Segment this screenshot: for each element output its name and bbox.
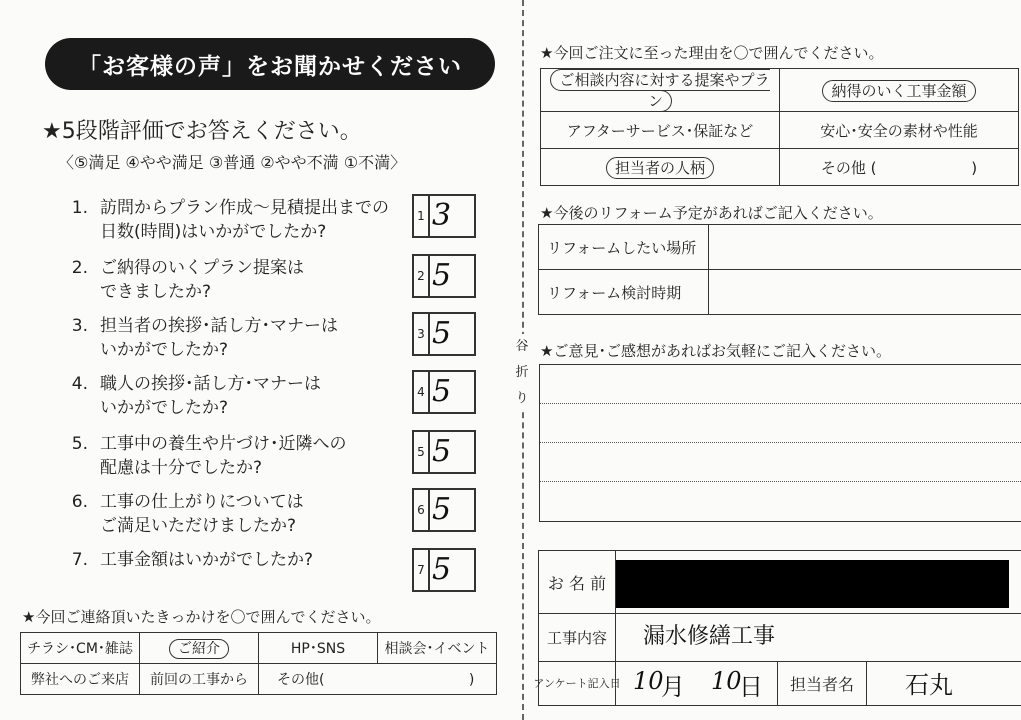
score-index: 3 <box>414 314 430 354</box>
question-number: 7. <box>71 550 88 570</box>
question-text: ご満足いただけましたか? <box>100 516 297 536</box>
plan-table <box>538 224 1021 315</box>
score-index: 7 <box>414 550 430 590</box>
option-label: その他 ( <box>820 158 877 177</box>
trigger-option-selected[interactable] <box>140 633 259 664</box>
fold-label <box>514 334 530 412</box>
plan-timing-field[interactable] <box>709 270 1021 315</box>
work-label: 工事内容 <box>539 613 616 662</box>
score-value: 5 <box>432 434 452 469</box>
score-box-7[interactable] <box>412 548 476 592</box>
trigger-option[interactable] <box>378 633 497 664</box>
fold-char: 折 <box>515 365 529 380</box>
reason-options-table <box>540 68 1019 186</box>
date-day-char: 日 <box>739 673 763 701</box>
date-day: 10 <box>711 667 742 695</box>
date-label: アンケート記入日 <box>539 661 616 705</box>
question-number: 6. <box>71 492 88 512</box>
reason-option-other[interactable] <box>780 149 1019 186</box>
score-value: 5 <box>432 492 452 527</box>
opinion-title: ★ご意見･ご感想があればお気軽にご記入ください。 <box>540 342 891 360</box>
question-number: 3. <box>71 316 88 336</box>
reason-option[interactable] <box>541 112 780 149</box>
plan-title: ★今後のリフォーム予定があればご記入ください。 <box>540 204 883 222</box>
option-label-circled: ご相談内容に対する提案やプラン <box>550 69 769 112</box>
rating-heading: ★5段階評価でお答えください。 <box>42 119 362 144</box>
question-text: できましたか? <box>100 282 212 302</box>
trigger-option[interactable] <box>21 633 140 664</box>
trigger-option[interactable] <box>140 664 259 695</box>
score-value: 3 <box>432 198 452 233</box>
survey-title-pill: 「お客様の声」をお聞かせください <box>45 38 495 90</box>
trigger-options-table <box>20 632 497 695</box>
score-box-2[interactable] <box>412 254 476 298</box>
score-index: 2 <box>414 256 430 296</box>
option-paren: ) <box>468 672 475 688</box>
fold-char: 谷 <box>515 339 529 354</box>
score-value: 5 <box>432 552 452 587</box>
reason-option-selected[interactable] <box>780 69 1019 112</box>
date-month-char: 月 <box>661 673 685 701</box>
question-text: ご納得のいくプラン提案は <box>100 258 304 278</box>
option-label: その他( <box>277 672 325 688</box>
score-box-4[interactable] <box>412 370 476 414</box>
score-index: 1 <box>414 196 430 236</box>
fold-char: り <box>515 391 529 406</box>
question-text: いかがでしたか? <box>100 398 229 418</box>
trigger-option[interactable] <box>259 633 378 664</box>
question-text: 工事金額はいかがでしたか? <box>100 550 314 570</box>
option-label: 弊社へのご来店 <box>31 672 129 688</box>
work-field[interactable] <box>615 613 1021 662</box>
rating-scale: 〈⑤満足 ④やや満足 ③普通 ②やや不満 ①不満〉 <box>58 153 407 172</box>
question-text: いかがでしたか? <box>100 340 229 360</box>
option-label: アフターサービス･保証など <box>566 121 754 140</box>
name-label: お 名 前 <box>539 551 616 614</box>
score-index: 4 <box>414 372 430 412</box>
question-number: 1. <box>71 198 88 218</box>
score-index: 6 <box>414 490 430 530</box>
reason-option-selected[interactable] <box>541 149 780 186</box>
date-month: 10 <box>633 667 664 695</box>
option-label: 相談会･イベント <box>384 641 490 657</box>
plan-label: リフォームしたい場所 <box>539 225 709 270</box>
option-paren: ) <box>971 158 978 177</box>
question-number: 5. <box>71 434 88 454</box>
score-index: 5 <box>414 432 430 472</box>
ruled-line <box>540 403 1021 404</box>
score-value: 5 <box>432 316 452 351</box>
score-box-5[interactable] <box>412 430 476 474</box>
score-value: 5 <box>432 258 452 293</box>
question-number: 4. <box>71 374 88 394</box>
trigger-title: ★今回ご連絡頂いたきっかけを〇で囲んでください。 <box>22 608 381 626</box>
trigger-option[interactable] <box>21 664 140 695</box>
option-label-circled: 担当者の人柄 <box>606 157 714 179</box>
option-label: チラシ･CM･雑誌 <box>27 641 133 657</box>
score-box-6[interactable] <box>412 488 476 532</box>
option-label: 前回の工事から <box>150 672 248 688</box>
score-box-3[interactable] <box>412 312 476 356</box>
question-number: 2. <box>71 258 88 278</box>
score-box-1[interactable] <box>412 194 476 238</box>
opinion-field[interactable] <box>539 364 1021 522</box>
trigger-option-other[interactable] <box>259 664 497 695</box>
question-text: 配慮は十分でしたか? <box>100 458 263 478</box>
ruled-line <box>540 442 1021 443</box>
question-text: 日数(時間)はいかがでしたか? <box>100 222 327 242</box>
staff-label: 担当者名 <box>777 661 867 705</box>
option-label: 安心･安全の素材や性能 <box>820 121 978 140</box>
plan-place-field[interactable] <box>709 225 1021 270</box>
ruled-line <box>540 481 1021 482</box>
plan-label: リフォーム検討時期 <box>539 270 709 315</box>
question-text: 工事中の養生や片づけ･近隣への <box>100 434 347 454</box>
work-value: 漏水修繕工事 <box>643 624 776 649</box>
option-label-circled: 納得のいく工事金額 <box>822 80 975 102</box>
question-text: 工事の仕上がりについては <box>100 492 304 512</box>
question-text: 担当者の挨拶･話し方･マナーは <box>100 316 338 336</box>
staff-value: 石丸 <box>905 671 953 699</box>
reason-title: ★今回ご注文に至った理由を〇で囲んでください。 <box>540 44 884 62</box>
question-text: 訪問からプラン作成～見積提出までの <box>100 198 389 218</box>
option-label-circled: ご紹介 <box>169 639 229 659</box>
reason-option-selected[interactable] <box>541 69 780 112</box>
score-value: 5 <box>432 374 452 409</box>
option-label: HP･SNS <box>290 641 346 657</box>
reason-option[interactable] <box>780 112 1019 149</box>
question-text: 職人の挨拶･話し方･マナーは <box>100 374 321 394</box>
redacted-name <box>616 560 1009 608</box>
